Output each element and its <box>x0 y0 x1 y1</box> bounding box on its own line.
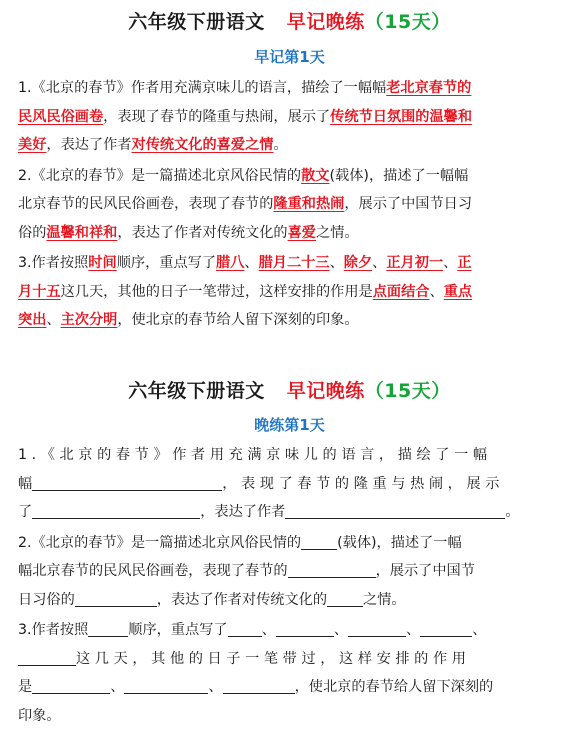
answer: 散文 <box>301 167 330 184</box>
text: 之情。 <box>316 224 359 241</box>
section-heading-2: 晚练第1天 <box>254 416 325 434</box>
evening-item-2 <box>0 529 579 615</box>
morning-section <box>0 74 579 335</box>
fill-blank[interactable] <box>228 620 262 637</box>
morning-item-2 <box>0 162 579 248</box>
answer: 突出 <box>18 312 47 328</box>
evening-section <box>0 441 579 730</box>
fill-blank[interactable] <box>288 561 376 578</box>
answer: 老北京春节的 <box>386 80 472 96</box>
answer: 重点 <box>443 283 473 300</box>
answer: 温馨和祥和 <box>46 224 118 241</box>
answer: 点面结合 <box>372 283 430 300</box>
text: 3.作者按照 <box>18 622 89 638</box>
title-series: 早记晚练 <box>286 11 365 33</box>
title-series: 早记晚练 <box>286 380 365 402</box>
separator: 、 <box>443 255 458 271</box>
fill-blank[interactable] <box>223 677 295 694</box>
text: 1.《北京的春节》作者用充满京味儿的语言，描绘了一幅 <box>18 447 492 463</box>
text: 1.《北京的春节》作者用充满京味儿的语言，描绘了一幅幅 <box>18 80 387 96</box>
answer: 月十五 <box>18 283 61 300</box>
text: (载体)，描述了一幅幅 <box>329 167 469 184</box>
text: 3.作者按照 <box>18 255 89 271</box>
fill-blank[interactable] <box>301 533 337 550</box>
page-title <box>0 7 579 34</box>
text: 了 <box>18 504 33 520</box>
text: ，使北京的春节给人留下深刻的 <box>294 679 494 695</box>
text: 。 <box>505 504 520 520</box>
separator: 、 <box>372 255 387 271</box>
separator: 、 <box>429 283 444 300</box>
answer: 民风民俗画卷 <box>18 108 104 125</box>
text: 2.《北京的春节》是一篇描述北京风俗民情的 <box>18 167 302 184</box>
evening-item-1 <box>0 441 579 527</box>
title-days: （15天） <box>364 380 451 402</box>
morning-item-3 <box>0 249 579 335</box>
text: ，表达了作者 <box>200 504 286 520</box>
text: ，表达了作者 <box>46 137 132 153</box>
separator: 、 <box>329 255 344 271</box>
answer: 主次分明 <box>60 312 118 328</box>
section-heading: 早记第1天 <box>254 48 325 66</box>
fill-blank[interactable] <box>32 502 200 519</box>
fill-blank[interactable] <box>32 474 222 491</box>
separator: 、 <box>110 679 125 695</box>
fill-blank[interactable] <box>420 620 472 637</box>
text: 日习俗的 <box>18 591 75 608</box>
answer: 隆重和热闹 <box>273 196 345 212</box>
separator: 、 <box>406 622 421 638</box>
fill-blank[interactable] <box>276 620 334 637</box>
page-title-2 <box>0 376 579 403</box>
answer: 传统节日氛围的温馨和 <box>330 108 473 125</box>
text: 2.《北京的春节》是一篇描述北京风俗民情的 <box>18 534 302 551</box>
separator: 、 <box>333 622 349 638</box>
text: ，表达了作者对传统文化的 <box>117 224 288 241</box>
title-grade: 六年级下册语文 <box>128 380 265 402</box>
separator: 、 <box>261 622 276 638</box>
fill-blank[interactable] <box>348 620 406 637</box>
text: 这几天，其他的日子一笔带过，这样安排的作用 <box>76 650 471 667</box>
text: ，表达了作者对传统文化的 <box>156 591 328 608</box>
text: ，展示了中国节日习 <box>344 196 473 212</box>
answer: 腊八 <box>216 255 245 271</box>
fill-blank[interactable] <box>32 677 110 694</box>
text: (载体)，描述了一幅 <box>337 534 462 551</box>
text: 顺序，重点写了 <box>116 255 217 271</box>
fill-blank[interactable] <box>88 620 128 637</box>
fill-blank[interactable] <box>75 590 157 607</box>
text: 北京春节的民风民俗画卷，表现了春节的 <box>18 196 274 212</box>
text: ，表现了春节的隆重与热闹，展示 <box>222 475 505 492</box>
fill-blank[interactable] <box>327 590 363 607</box>
morning-item-1 <box>0 74 579 160</box>
answer: 除夕 <box>343 255 373 271</box>
fill-blank[interactable] <box>124 677 208 694</box>
separator: 、 <box>472 622 487 638</box>
text: 是 <box>18 679 33 695</box>
text: 顺序，重点写了 <box>128 622 228 638</box>
text: ，展示了中国节 <box>375 563 475 579</box>
separator: 、 <box>46 312 61 328</box>
text: 幅北京春节的民风民俗画卷，表现了春节的 <box>18 563 288 579</box>
answer: 腊月二十三 <box>258 255 330 271</box>
fill-blank[interactable] <box>285 502 505 519</box>
text: 幅 <box>18 475 33 492</box>
title-days: （15天） <box>364 11 451 33</box>
answer: 喜爱 <box>287 224 316 241</box>
text: ，使北京的春节给人留下深刻的印象。 <box>117 312 359 328</box>
answer: 时间 <box>88 255 117 271</box>
text: 之情。 <box>363 591 406 608</box>
fill-blank[interactable] <box>18 649 76 666</box>
text: ，表现了春节的隆重与热闹，展示了 <box>103 108 331 125</box>
text: 。 <box>273 137 288 153</box>
separator: 、 <box>244 255 259 271</box>
evening-item-3 <box>0 616 579 730</box>
answer: 正月初一 <box>386 255 444 271</box>
answer: 正 <box>457 255 472 271</box>
text: 印象。 <box>18 707 61 724</box>
text: 这几天，其他的日子一笔带过，这样安排的作用是 <box>60 283 373 300</box>
answer: 美好 <box>18 137 47 153</box>
answer: 对传统文化的喜爱之情 <box>131 137 274 153</box>
title-grade: 六年级下册语文 <box>128 11 265 33</box>
text: 俗的 <box>18 224 47 241</box>
separator: 、 <box>208 679 223 695</box>
